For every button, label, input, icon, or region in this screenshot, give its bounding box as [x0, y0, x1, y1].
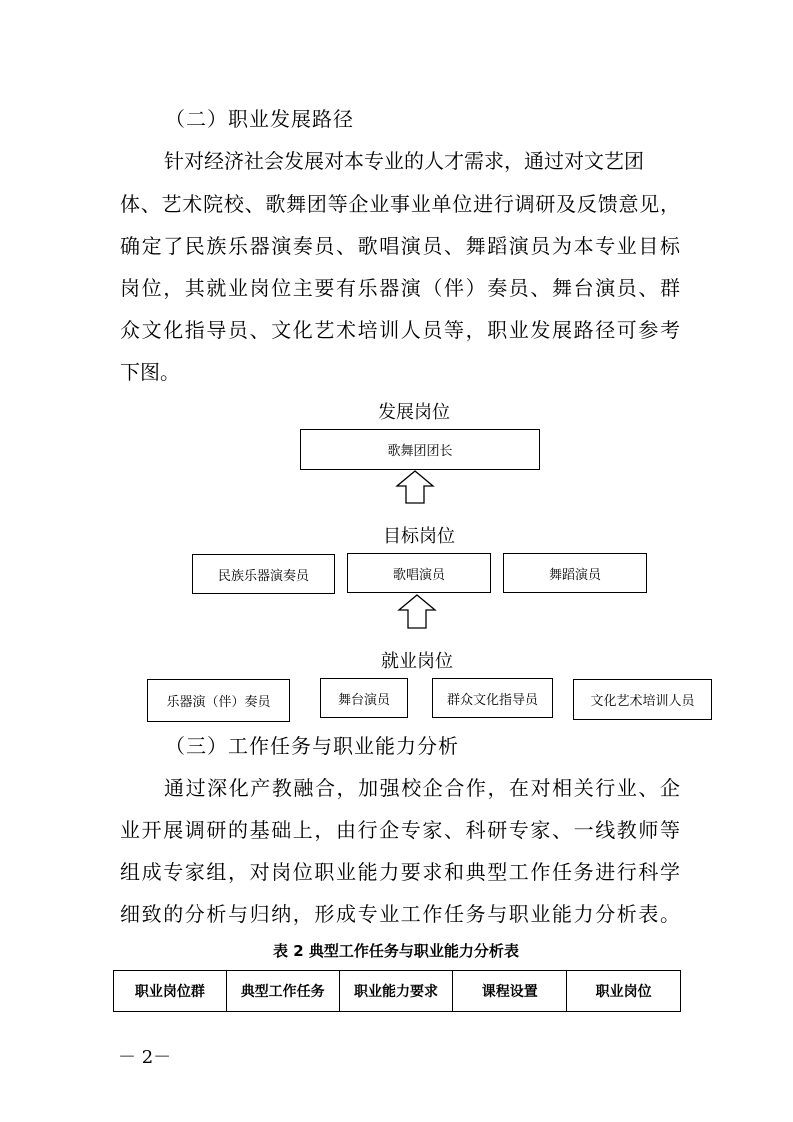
table-header-cell: 课程设置 [453, 971, 567, 1012]
analysis-table [113, 970, 681, 1012]
development-box: 歌舞团团长 [300, 429, 540, 470]
table-header-cell: 职业能力要求 [339, 971, 453, 1012]
target-box: 歌唱演员 [347, 553, 491, 593]
employment-box: 乐器演（伴）奏员 [147, 679, 290, 722]
paragraph-line: 岗位，其就业岗位主要有乐器演（伴）奏员、舞台演员、群 [120, 276, 680, 300]
paragraph-line: 组成专家组，对岗位职业能力要求和典型工作任务进行科学 [120, 860, 680, 884]
employment-box: 群众文化指导员 [432, 678, 553, 718]
paragraph-line: 细致的分析与归纳，形成专业工作任务与职业能力分析表。 [120, 902, 680, 926]
up-arrow-icon [395, 470, 435, 504]
table-caption: 表 2 典型工作任务与职业能力分析表 [273, 942, 519, 960]
up-arrow-icon [397, 594, 437, 629]
paragraph-line: 通过深化产教融合，加强校企合作，在对相关行业、企 [164, 776, 680, 800]
target-box: 舞蹈演员 [503, 553, 647, 593]
paragraph-line: 确定了民族乐器演奏员、歌唱演员、舞蹈演员为本专业目标 [120, 234, 680, 258]
paragraph-line: 业开展调研的基础上，由行企专家、科研专家、一线教师等 [120, 818, 680, 842]
section-heading-career-path: （二）职业发展路径 [165, 107, 354, 131]
paragraph-line: 众文化指导员、文化艺术培训人员等，职业发展路径可参考 [120, 318, 680, 342]
employment-box: 文化艺术培训人员 [573, 679, 712, 720]
target-title: 目标岗位 [383, 526, 455, 547]
employment-title: 就业岗位 [381, 651, 453, 672]
paragraph-line: 针对经济社会发展对本专业的人才需求，通过对文艺团 [164, 149, 644, 173]
table-header-row [114, 971, 681, 1012]
table-header-cell: 典型工作任务 [226, 971, 339, 1012]
development-title: 发展岗位 [378, 402, 450, 423]
paragraph-line: 体、艺术院校、歌舞团等企业事业单位进行调研及反馈意见， [120, 192, 680, 216]
table-header-cell: 职业岗位 [567, 971, 681, 1012]
employment-box: 舞台演员 [320, 678, 408, 718]
target-box: 民族乐器演奏员 [192, 554, 335, 594]
page-number: － 2－ [118, 1047, 172, 1068]
table-header-cell: 职业岗位群 [114, 971, 227, 1012]
paragraph-line: 下图。 [120, 360, 180, 384]
section-heading-task-analysis: （三）工作任务与职业能力分析 [165, 734, 459, 758]
